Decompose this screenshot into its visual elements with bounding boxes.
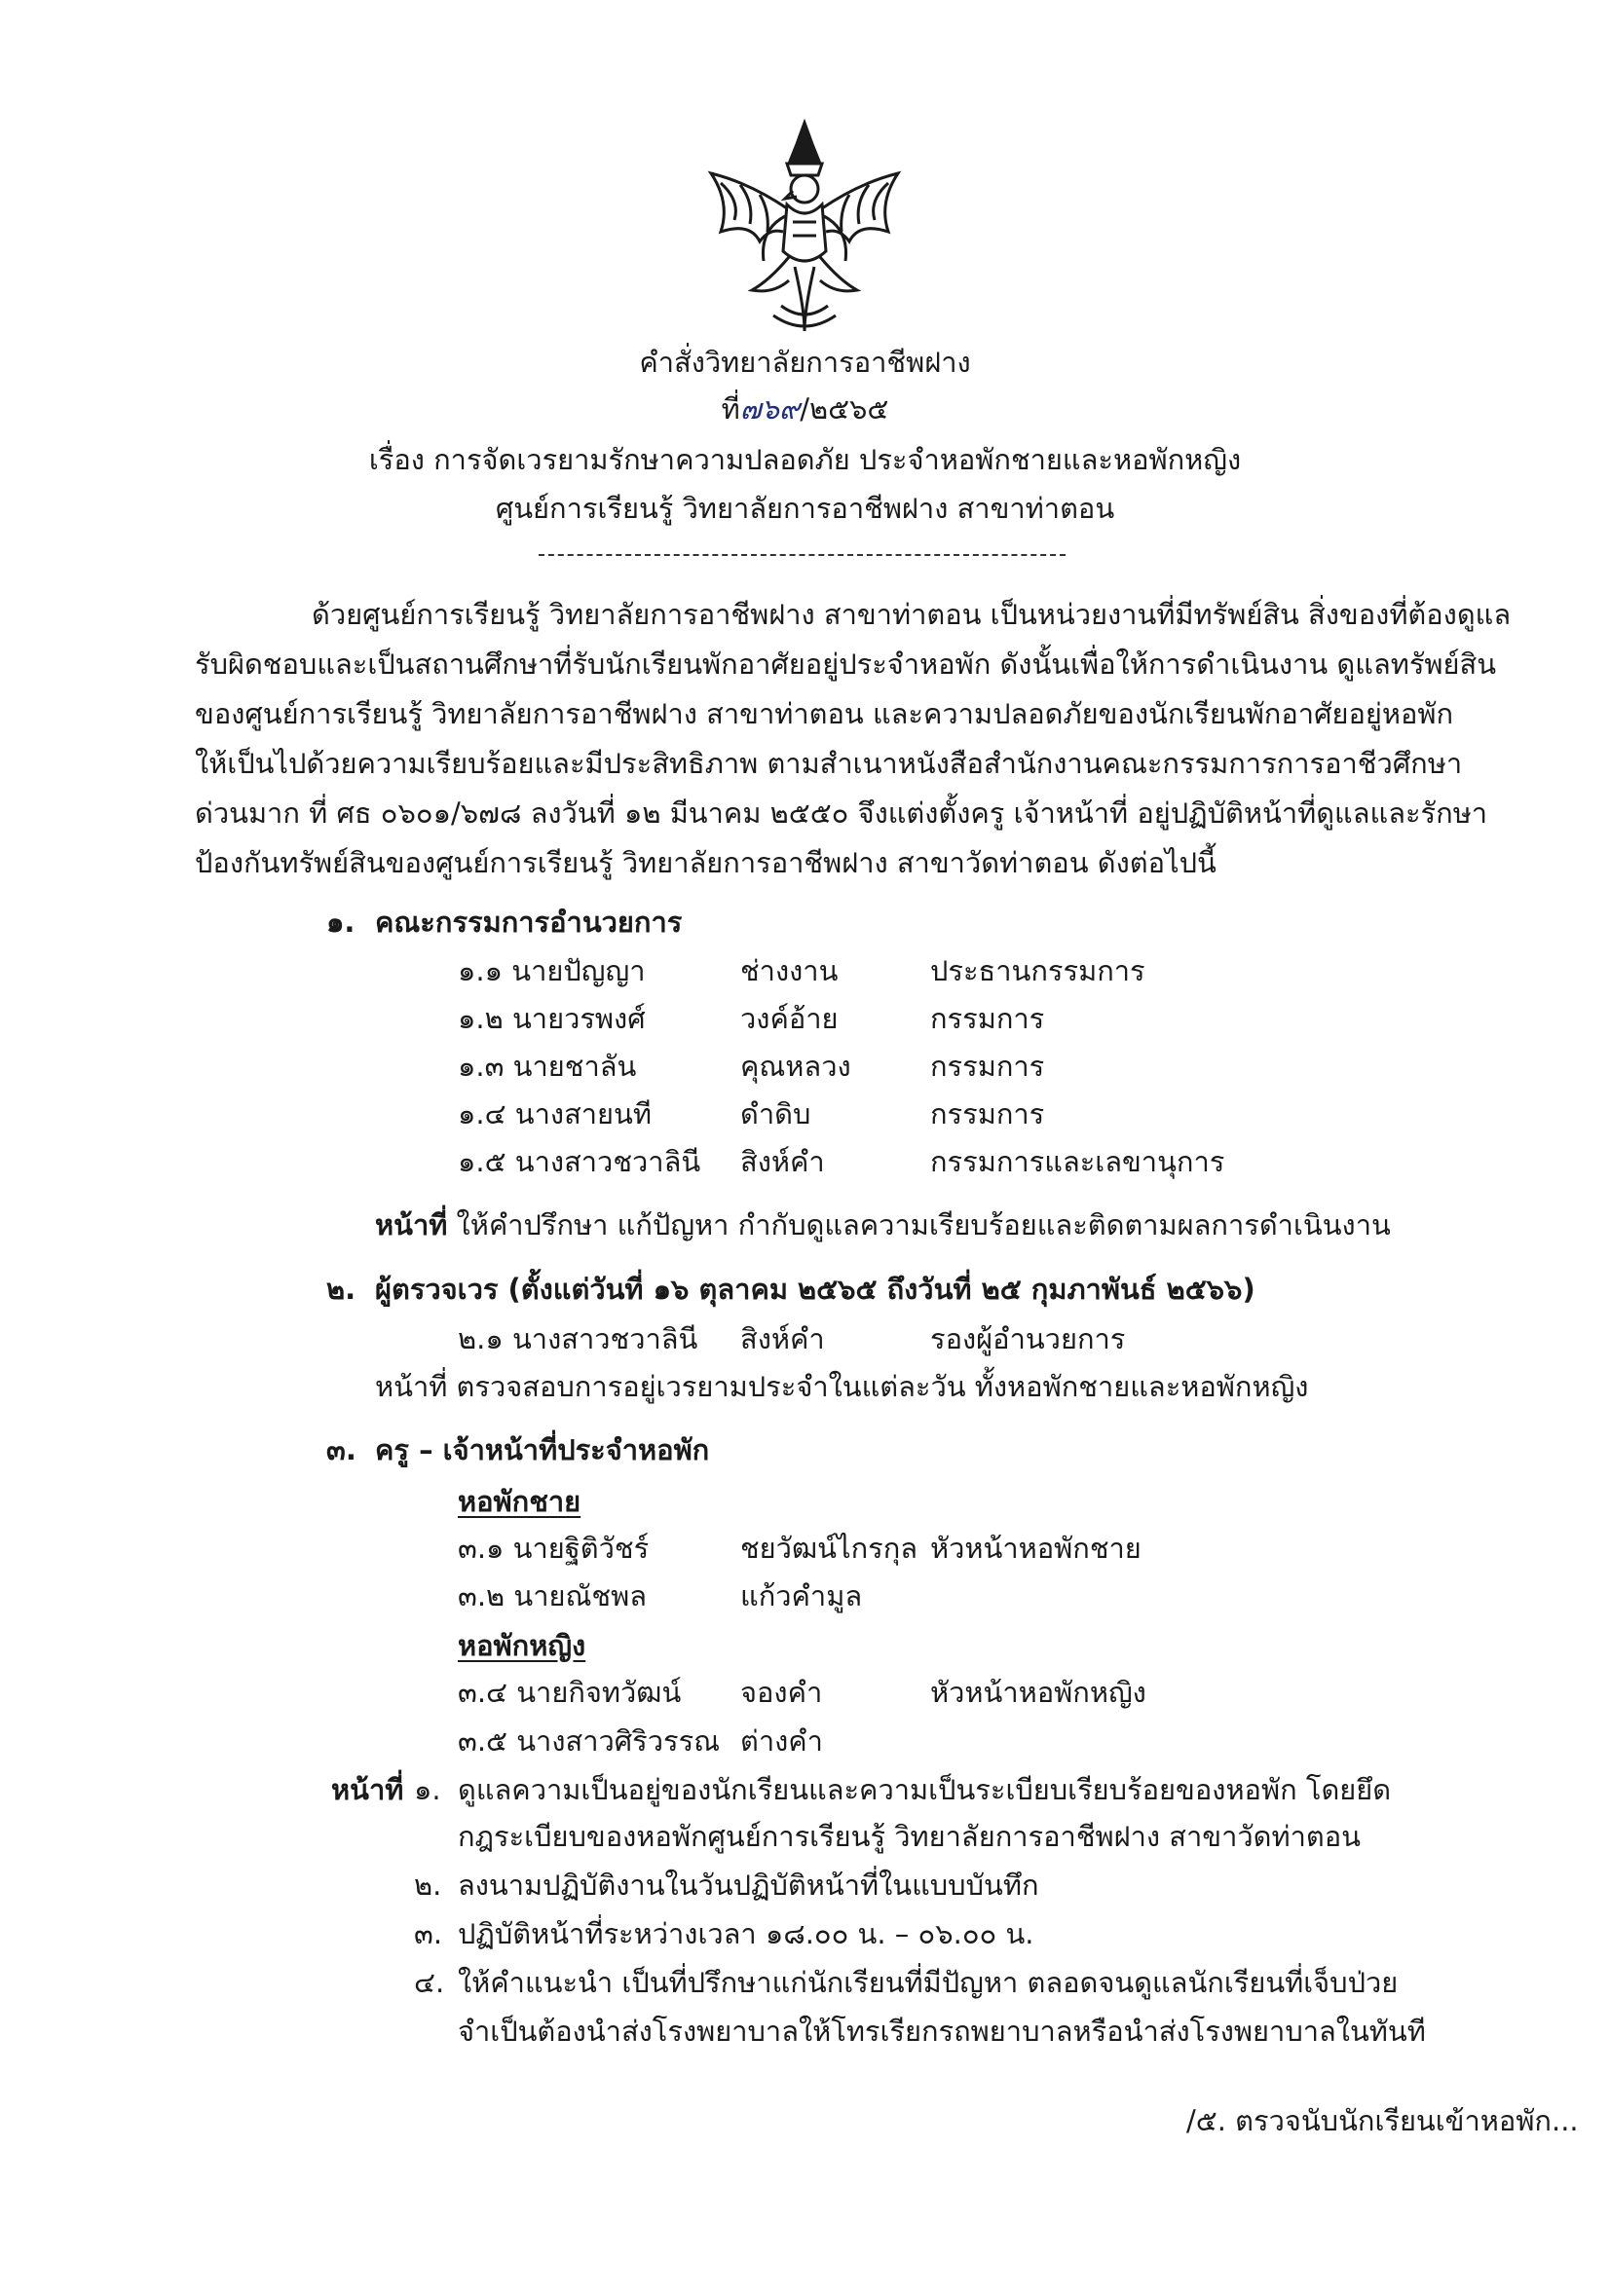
member-row	[458, 997, 646, 1040]
member-row	[458, 1671, 681, 1714]
member-num: ๑.๒	[458, 1002, 504, 1035]
divider	[539, 554, 1066, 556]
member-row	[458, 1574, 647, 1617]
member-name: นางสาวชวาลินี	[511, 1322, 698, 1355]
continuation-note: /๕. ตรวจนับนักเรียนเข้าหอพัก...	[1186, 2104, 1579, 2137]
member-num: ๑.๔	[458, 1097, 506, 1130]
member-role: หัวหน้าหอพักหญิง	[930, 1676, 1146, 1709]
member-surname: สิงห์คำ	[740, 1322, 825, 1355]
member-role: ประธานกรรมการ	[930, 954, 1145, 987]
member-num: ๒.๑	[458, 1322, 504, 1355]
section-2-duty: หน้าที่ ตรวจสอบการอยู่เวรยามประจำในแต่ละวัน ทั้งหอพักชายและหอพักหญิง	[375, 1370, 1309, 1403]
member-name: นางสาวชวาลินี	[514, 1145, 701, 1178]
garuda-emblem-icon	[692, 115, 917, 339]
duty-text: ให้คำปรึกษา แก้ปัญหา กำกับดูแลความเรียบร้อยและติดตามผลการดำเนินงาน	[447, 1208, 1391, 1241]
member-surname: แก้วคำมูล	[740, 1579, 863, 1612]
intro-line: ของศูนย์การเรียนรู้ วิทยาลัยการอาชีพฝาง สาขาท่าตอน และความปลอดภัยของนักเรียนพักอาศัยอยู่หอพัก	[195, 697, 1454, 730]
member-name: นางสายนที	[514, 1097, 652, 1130]
section-1-title: คณะกรรมการอำนวยการ	[375, 906, 683, 939]
member-row	[458, 1317, 697, 1360]
member-surname: วงค์อ้าย	[740, 1002, 839, 1035]
member-name: นายกิจทวัฒน์	[516, 1676, 682, 1709]
member-name: นายณัชพล	[513, 1579, 647, 1612]
member-role: กรรมการและเลขานุการ	[930, 1145, 1225, 1178]
female-dorm-heading: หอพักหญิง	[458, 1629, 586, 1662]
order-number-handwritten: ๗๖๙	[739, 392, 801, 426]
member-row	[458, 1140, 700, 1183]
member-name: นายวรพงศ์	[511, 1002, 646, 1035]
duty-line: ดูแลความเป็นอยู่ของนักเรียนและความเป็นระเบียบเรียบร้อยของหอพัก โดยยึด	[458, 1773, 1392, 1806]
member-surname: สิงห์คำ	[740, 1145, 825, 1178]
intro-paragraph	[195, 590, 1512, 888]
section-3-number: ๓.	[326, 1433, 356, 1466]
member-role: หัวหน้าหอพักชาย	[930, 1532, 1142, 1565]
order-number-prefix: ที่	[721, 392, 740, 426]
section-2-title: ผู้ตรวจเวร (ตั้งแต่วันที่ ๑๖ ตุลาคม ๒๕๖๕ ถึงวันที่ ๒๕ กุมภาพันธ์ ๒๕๖๖)	[375, 1273, 1255, 1306]
member-num: ๓.๒	[458, 1579, 505, 1612]
duty-line: กฎระเบียบของหอพักศูนย์การเรียนรู้ วิทยาลัยการอาชีพฝาง สาขาวัดท่าตอน	[458, 1820, 1361, 1853]
duty-line: ให้คำแนะนำ เป็นที่ปรึกษาแก่นักเรียนที่มีปัญหา ตลอดจนดูแลนักเรียนที่เจ็บป่วย	[458, 1966, 1399, 1999]
member-surname: ช่างงาน	[740, 954, 839, 987]
member-row	[458, 1527, 649, 1570]
member-role: รองผู้อำนวยการ	[930, 1322, 1126, 1355]
duty-num: ๒.	[414, 1869, 442, 1902]
member-num: ๑.๑	[458, 954, 504, 987]
duty-num: ๔.	[414, 1966, 445, 1999]
member-surname: ชยวัฒน์ไกรกุล	[740, 1532, 918, 1565]
member-surname: คุณหลวง	[740, 1050, 851, 1083]
member-surname: จองคำ	[740, 1676, 823, 1709]
member-num: ๓.๑	[458, 1532, 505, 1565]
male-dorm-heading: หอพักชาย	[458, 1485, 581, 1518]
order-number	[0, 388, 1610, 430]
section-1-number: ๑.	[326, 906, 356, 939]
duty-line: จำเป็นต้องนำส่งโรงพยาบาลให้โทรเรียกรถพยาบาลหรือนำส่งโรงพยาบาลในทันที	[458, 2015, 1426, 2048]
section-1-duty	[375, 1204, 1391, 1246]
member-name: นายฐิติวัชร์	[512, 1532, 650, 1565]
duty-num: ๓.	[414, 1917, 443, 1950]
subject-line-2: ศูนย์การเรียนรู้ วิทยาลัยการอาชีพฝาง สาขาท่าตอน	[495, 492, 1115, 525]
member-num: ๑.๕	[458, 1145, 506, 1178]
intro-line: ด้วยศูนย์การเรียนรู้ วิทยาลัยการอาชีพฝาง สาขาท่าตอน เป็นหน่วยงานที่มีทรัพย์สิน สิ่งของที่ต้องดูแล	[312, 598, 1512, 631]
member-name: นายปัญญา	[511, 954, 646, 987]
member-row	[458, 1045, 636, 1088]
intro-line: รับผิดชอบและเป็นสถานศึกษาที่รับนักเรียนพักอาศัยอยู่ประจำหอพัก ดังนั้นเพื่อให้การดำเนินงาน ดูแลทรัพย์สิน	[195, 648, 1497, 681]
member-row	[458, 1092, 652, 1135]
member-role: กรรมการ	[930, 1097, 1045, 1130]
intro-line: ให้เป็นไปด้วยความเรียบร้อยและมีประสิทธิภาพ ตามสำเนาหนังสือสำนักงานคณะกรรมการการอาชีวศึกษา	[195, 747, 1463, 780]
member-name: นายชาลัน	[512, 1050, 637, 1083]
member-name: นางสาวศิริวรรณ	[516, 1724, 721, 1758]
member-role: กรรมการ	[930, 1002, 1045, 1035]
member-surname: ดำดิบ	[740, 1097, 811, 1130]
member-row	[458, 949, 645, 992]
member-num: ๑.๓	[458, 1050, 505, 1083]
member-surname: ต่างคำ	[740, 1724, 823, 1758]
intro-line: ด่วนมาก ที่ ศธ ๐๖๐๑/๖๗๘ ลงวันที่ ๑๒ มีนาคม ๒๕๕๐ จึงแต่งตั้งครู เจ้าหน้าที่ อยู่ปฏิบัติหน้าที่ดูแลและรักษา	[195, 796, 1488, 830]
intro-line: ป้องกันทรัพย์สินของศูนย์การเรียนรู้ วิทยาลัยการอาชีพฝาง สาขาวัดท่าตอน ดังต่อไปนี้	[195, 846, 1217, 879]
duty-label: หน้าที่	[375, 1208, 448, 1241]
section-3-title: ครู – เจ้าหน้าที่ประจำหอพัก	[375, 1433, 710, 1466]
subject-line-1: เรื่อง การจัดเวรยามรักษาความปลอดภัย ประจำหอพักชายและหอพักหญิง	[368, 443, 1242, 476]
member-role: กรรมการ	[930, 1050, 1045, 1083]
order-number-suffix: /๒๕๖๕	[800, 392, 889, 426]
member-num: ๓.๔	[458, 1676, 507, 1709]
order-title: คำสั่งวิทยาลัยการอาชีพฝาง	[639, 346, 971, 379]
duty-line: ปฏิบัติหน้าที่ระหว่างเวลา ๑๘.๐๐ น. – ๐๖.๐๐ น.	[458, 1917, 1034, 1950]
duty-num: ๑.	[414, 1773, 441, 1806]
member-num: ๓.๕	[458, 1724, 507, 1758]
section-3-duty-label: หน้าที่	[331, 1773, 404, 1806]
member-row	[458, 1720, 720, 1762]
section-2-number: ๒.	[326, 1273, 356, 1306]
duty-line: ลงนามปฏิบัติงานในวันปฏิบัติหน้าที่ในแบบบันทึก	[458, 1869, 1039, 1902]
